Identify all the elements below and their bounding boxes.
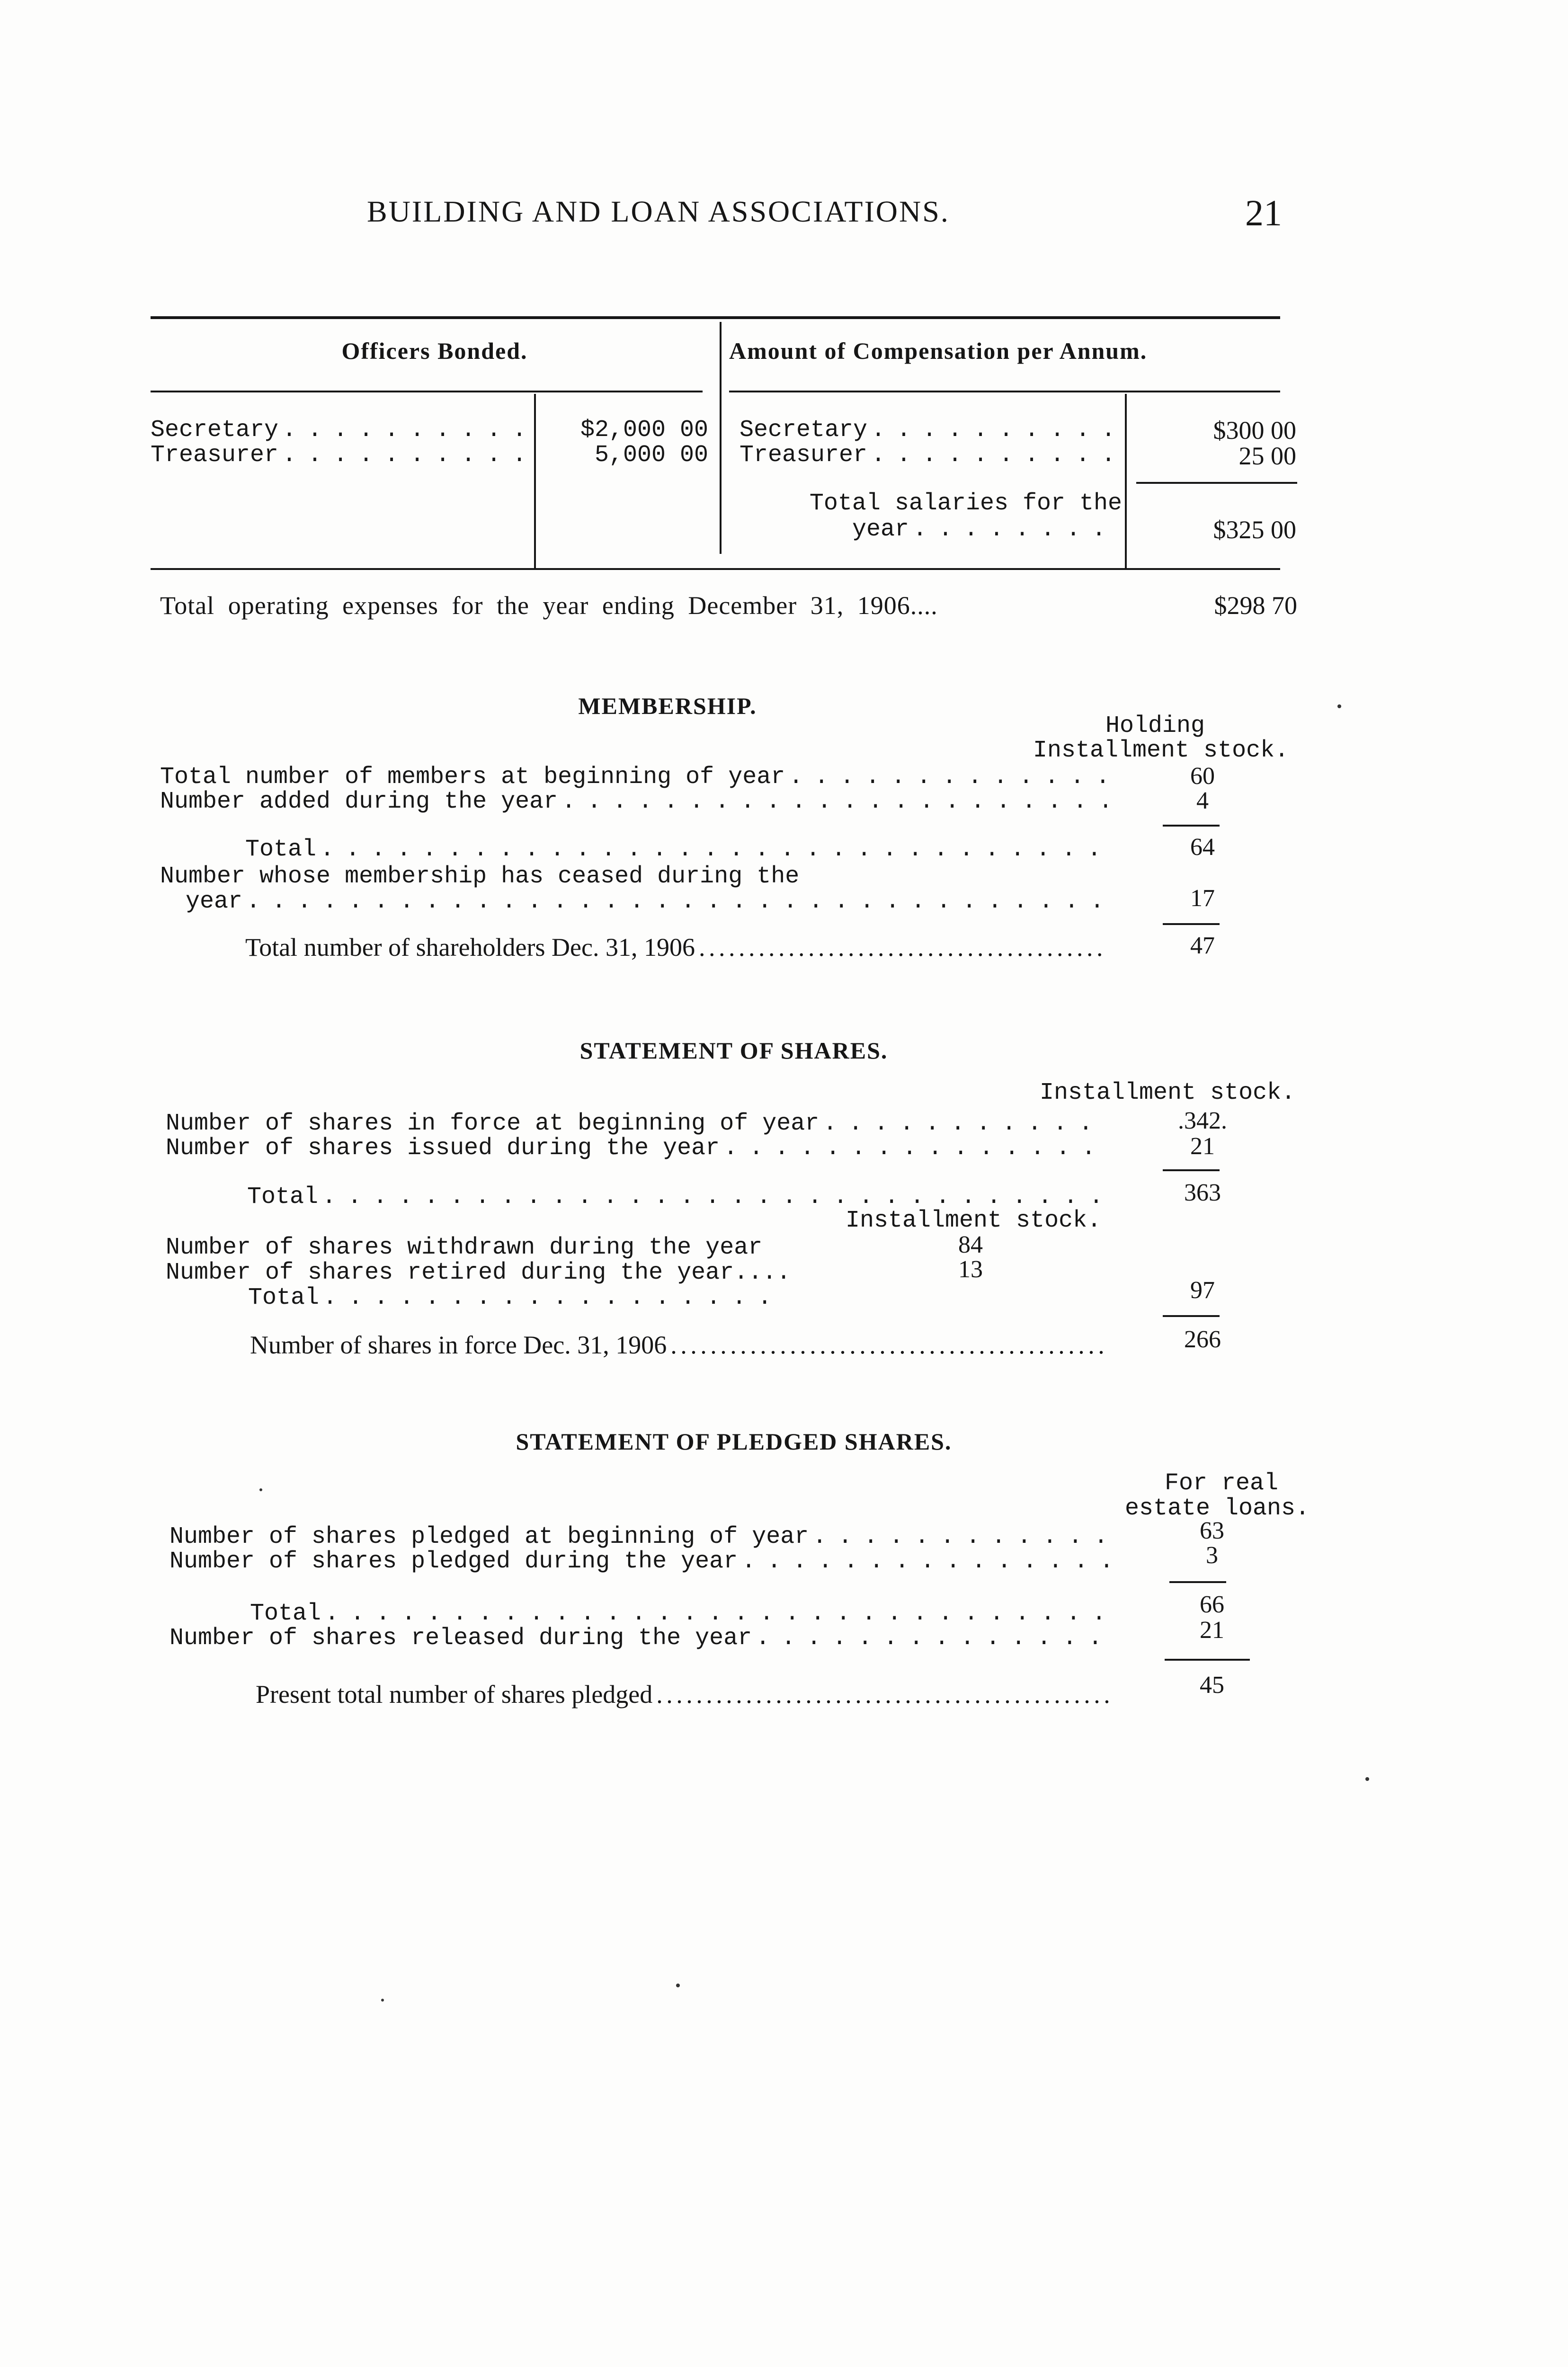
shares-value: .342.	[1178, 1107, 1227, 1134]
pledged-col-head: estate loans.	[1125, 1495, 1310, 1522]
membership-ceased-row: year . . .	[186, 888, 1107, 915]
membership-heading: MEMBERSHIP.	[578, 693, 757, 719]
shares-withdrawn-label: Number of shares withdrawn during the year	[166, 1234, 763, 1261]
membership-col-head: Installment stock.	[1033, 737, 1289, 764]
pledged-value: 63	[1200, 1517, 1224, 1544]
pledged-col-head: For real	[1164, 1470, 1279, 1497]
shares-row: Number of shares in force at beginning of year . . .	[166, 1110, 1108, 1137]
scan-speck	[676, 1984, 680, 1987]
compensation-amount: 25 00	[1238, 442, 1296, 470]
shares-heading: STATEMENT OF SHARES.	[579, 1037, 888, 1064]
running-header: BUILDING AND LOAN ASSOCIATIONS.	[367, 195, 950, 228]
bonded-heading: Officers Bonded.	[341, 338, 528, 364]
bonded-row: Secretary . . .	[151, 417, 529, 444]
pledged-row: Number of shares pledged during the year . . .	[169, 1548, 1112, 1575]
shares-sub-total-row: Total . . .	[248, 1284, 783, 1311]
bonded-amount: 5,000 00	[594, 442, 708, 469]
membership-value: 4	[1196, 787, 1209, 814]
pledged-heading: STATEMENT OF PLEDGED SHARES.	[516, 1428, 952, 1455]
membership-final-row: Total number of shareholders Dec. 31, 1906 . . .	[245, 933, 1107, 962]
total-salaries-amount: $325 00	[1213, 516, 1296, 544]
membership-total-row: Total . . .	[245, 836, 1107, 863]
shares-withdrawn-value: 84	[958, 1231, 983, 1258]
compensation-row: Treasurer . . .	[739, 442, 1118, 469]
pledged-total-value: 66	[1200, 1591, 1224, 1618]
membership-ceased-value: 17	[1190, 885, 1215, 912]
operating-expenses-label: Total operating expenses for the year ending December 31, 1906....	[160, 591, 938, 620]
pledged-final-row: Present total number of shares pledged . . .	[256, 1680, 1112, 1709]
page-number: 21	[1245, 192, 1282, 233]
total-salaries-label: Total salaries for the	[809, 490, 1122, 517]
shares-row: Number of shares issued during the year . . .	[166, 1135, 1108, 1162]
membership-col-head: Holding	[1105, 712, 1205, 739]
shares-col-head: Installment stock.	[1040, 1079, 1296, 1106]
scan-speck	[259, 1488, 262, 1491]
shares-retired-label: Number of shares retired during the year....	[166, 1259, 791, 1286]
pledged-total-row: Total . . .	[250, 1600, 1112, 1627]
pledged-released-row: Number of shares released during the year . . .	[169, 1625, 1112, 1652]
bonded-amount: $2,000 00	[580, 417, 708, 444]
pledged-released-value: 21	[1200, 1617, 1224, 1644]
membership-row: Total number of members at beginning of year . . .	[160, 764, 1107, 791]
shares-sub-total-value: 97	[1190, 1277, 1215, 1304]
membership-final-value: 47	[1190, 932, 1215, 959]
bonded-row: Treasurer . . .	[151, 442, 529, 469]
scan-speck	[381, 1999, 384, 2002]
membership-row: Number added during the year . . .	[160, 788, 1107, 815]
total-salaries-year: year . . .	[852, 516, 1122, 543]
shares-total-value: 363	[1184, 1179, 1221, 1206]
pledged-row: Number of shares pledged at beginning of year . . .	[169, 1523, 1112, 1550]
shares-total-row: Total . . .	[247, 1184, 1108, 1210]
compensation-row: Secretary . . .	[739, 417, 1118, 444]
membership-value: 60	[1190, 763, 1215, 790]
compensation-heading: Amount of Compensation per Annum.	[729, 338, 1148, 364]
shares-final-row: Number of shares in force Dec. 31, 1906 . . .	[250, 1330, 1108, 1360]
compensation-amount: $300 00	[1213, 416, 1296, 445]
operating-expenses-amount: $298 70	[1214, 591, 1297, 620]
shares-retired-value: 13	[958, 1256, 983, 1283]
shares-sub-head: Installment stock.	[846, 1207, 1102, 1234]
shares-value: 21	[1190, 1133, 1215, 1160]
shares-final-value: 266	[1184, 1326, 1221, 1353]
membership-total-value: 64	[1190, 834, 1215, 861]
pledged-value: 3	[1206, 1542, 1218, 1569]
pledged-final-value: 45	[1200, 1672, 1224, 1699]
membership-ceased-label: Number whose membership has ceased during the	[160, 863, 800, 890]
scan-speck	[1337, 704, 1341, 708]
scan-speck	[1365, 1777, 1369, 1781]
